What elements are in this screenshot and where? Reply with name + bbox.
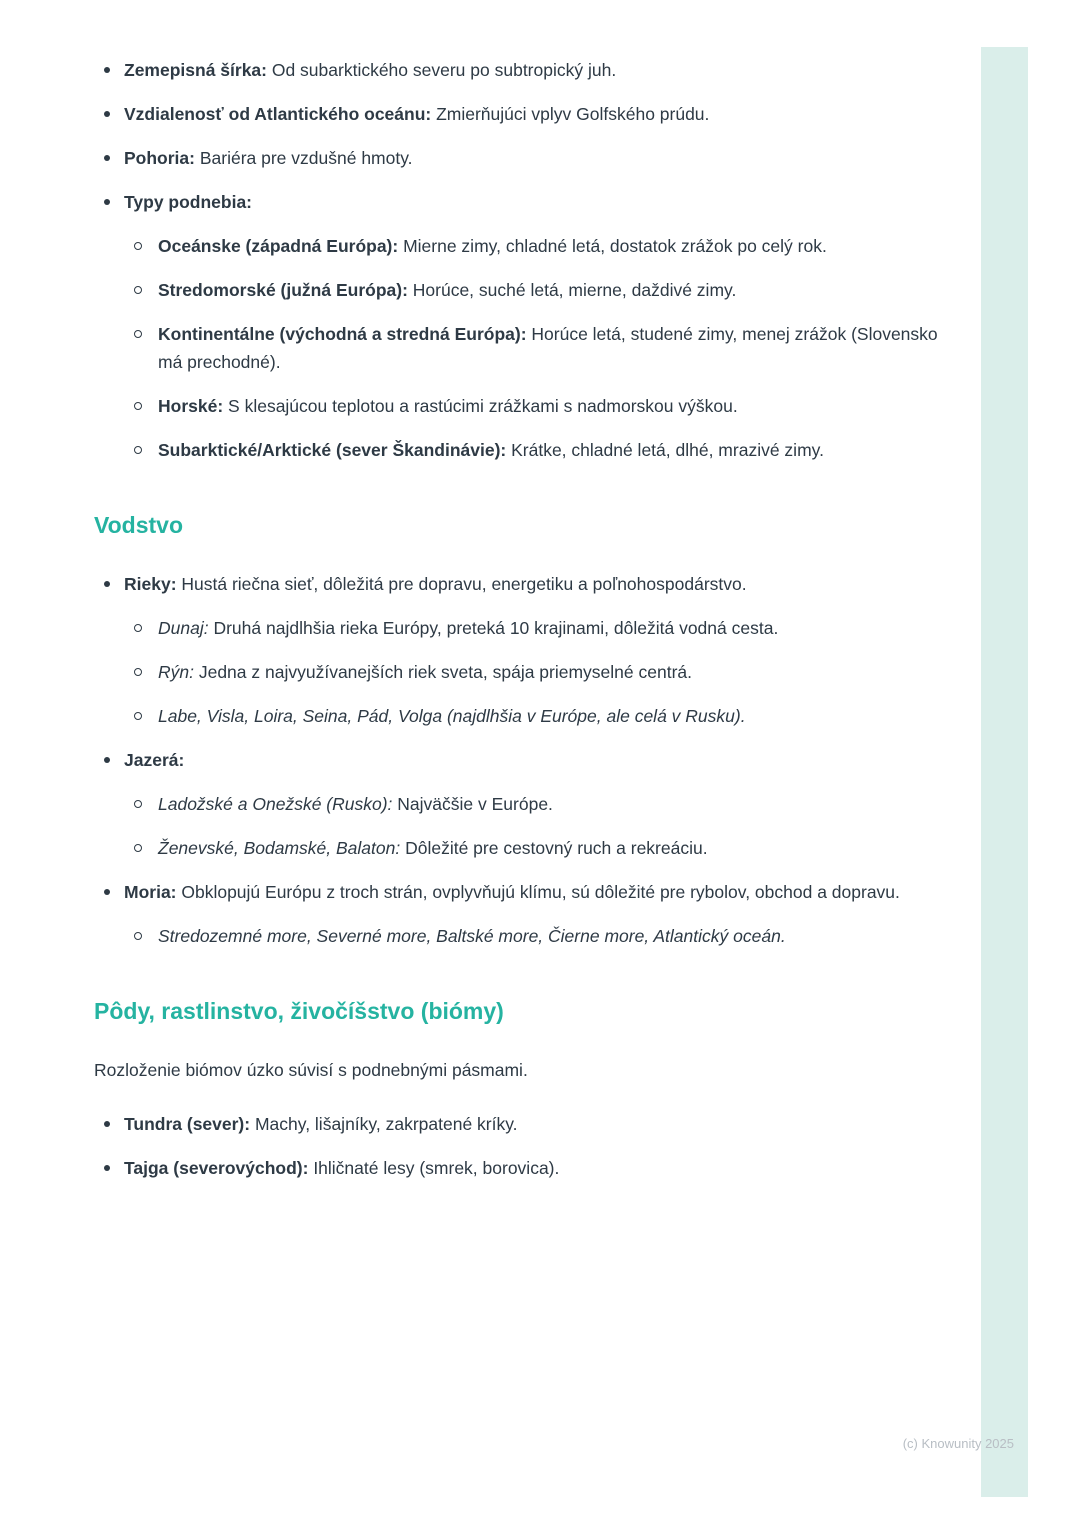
bullet-item — [94, 746, 940, 774]
bullet-item: Rieky: Hustá riečna sieť, dôležitá pre dopravu, energetiku a poľnohospodárstvo. — [94, 570, 940, 598]
section-heading: Vodstvo — [94, 512, 184, 538]
lead-text: Horské: — [158, 396, 224, 416]
sub-bullet-item: Horské: S klesajúcou teplotou a rastúcimi zrážkami s nadmorskou výškou. — [94, 392, 940, 420]
lead-text: Ženevské, Bodamské, Balaton: — [158, 838, 401, 858]
sub-bullet-item — [94, 922, 940, 950]
lead-text: Pohoria: — [124, 148, 195, 168]
sub-bullet-item: Stredomorské (južná Európa): Horúce, suché letá, mierne, daždivé zimy. — [94, 276, 940, 304]
lead-text: Zemepisná šírka: — [124, 60, 267, 80]
document-content — [94, 56, 940, 1198]
sub-bullet-item: Oceánske (západná Európa): Mierne zimy, chladné letá, dostatok zrážok po celý rok. — [94, 232, 940, 260]
bullet-item — [94, 188, 940, 216]
sub-bullet-item: Ladožské a Onežské (Rusko): Najväčšie v Európe. — [94, 790, 940, 818]
bullet-item: Moria: Obklopujú Európu z troch strán, ovplyvňujú klímu, sú dôležité pre rybolov, obchod a dopravu. — [94, 878, 940, 906]
lead-text: Rieky: — [124, 574, 177, 594]
bullet-item: Tajga (severovýchod): Ihličnaté lesy (smrek, borovica). — [94, 1154, 940, 1182]
lead-text: Moria: — [124, 882, 177, 902]
lead-text: Oceánske (západná Európa): — [158, 236, 399, 256]
lead-text: Tundra (sever): — [124, 1114, 251, 1134]
bullet-item: Pohoria: Bariéra pre vzdušné hmoty. — [94, 144, 940, 172]
lead-text: Vzdialenosť od Atlantického oceánu: — [124, 104, 432, 124]
lead-text: Ladožské a Onežské (Rusko): — [158, 794, 393, 814]
side-accent-bar — [981, 47, 1028, 1497]
lead-text: Dunaj: — [158, 618, 209, 638]
sub-bullet-item: Ženevské, Bodamské, Balaton: Dôležité pre cestovný ruch a rekreáciu. — [94, 834, 940, 862]
sub-bullet-item: Kontinentálne (východná a stredná Európa): Horúce letá, studené zimy, menej zrážok (Slovensko má prechodné). — [94, 320, 940, 376]
lead-text: Stredomorské (južná Európa): — [158, 280, 408, 300]
lead-text: Kontinentálne (východná a stredná Európa): — [158, 324, 527, 344]
bullet-item: Zemepisná šírka: Od subarktického severu po subtropický juh. — [94, 56, 940, 84]
lead-text: Labe, Visla, Loira, Seina, Pád, Volga (najdlhšia v Európe, ale celá v Rusku). — [158, 706, 746, 726]
lead-text: Jazerá: — [124, 750, 185, 770]
lead-text: Typy podnebia: — [124, 192, 253, 212]
paragraph: Rozloženie biómov úzko súvisí s podnebnými pásmami. — [94, 1060, 528, 1080]
sub-bullet-item — [94, 702, 940, 730]
bullet-item: Tundra (sever): Machy, lišajníky, zakrpatené kríky. — [94, 1110, 940, 1138]
bullet-item: Vzdialenosť od Atlantického oceánu: Zmierňujúci vplyv Golfského prúdu. — [94, 100, 940, 128]
lead-text: Rýn: — [158, 662, 194, 682]
lead-text: Subarktické/Arktické (sever Škandinávie): — [158, 440, 507, 460]
sub-bullet-item: Subarktické/Arktické (sever Škandinávie): Krátke, chladné letá, dlhé, mrazivé zimy. — [94, 436, 940, 464]
copyright-watermark: (c) Knowunity 2025 — [902, 1436, 1014, 1451]
lead-text: Tajga (severovýchod): — [124, 1158, 309, 1178]
lead-text: Stredozemné more, Severné more, Baltské more, Čierne more, Atlantický oceán. — [158, 926, 786, 946]
sub-bullet-item: Rýn: Jedna z najvyužívanejších riek sveta, spája priemyselné centrá. — [94, 658, 940, 686]
sub-bullet-item: Dunaj: Druhá najdlhšia rieka Európy, preteká 10 krajinami, dôležitá vodná cesta. — [94, 614, 940, 642]
section-heading: Pôdy, rastlinstvo, živočíšstvo (biómy) — [94, 998, 504, 1024]
